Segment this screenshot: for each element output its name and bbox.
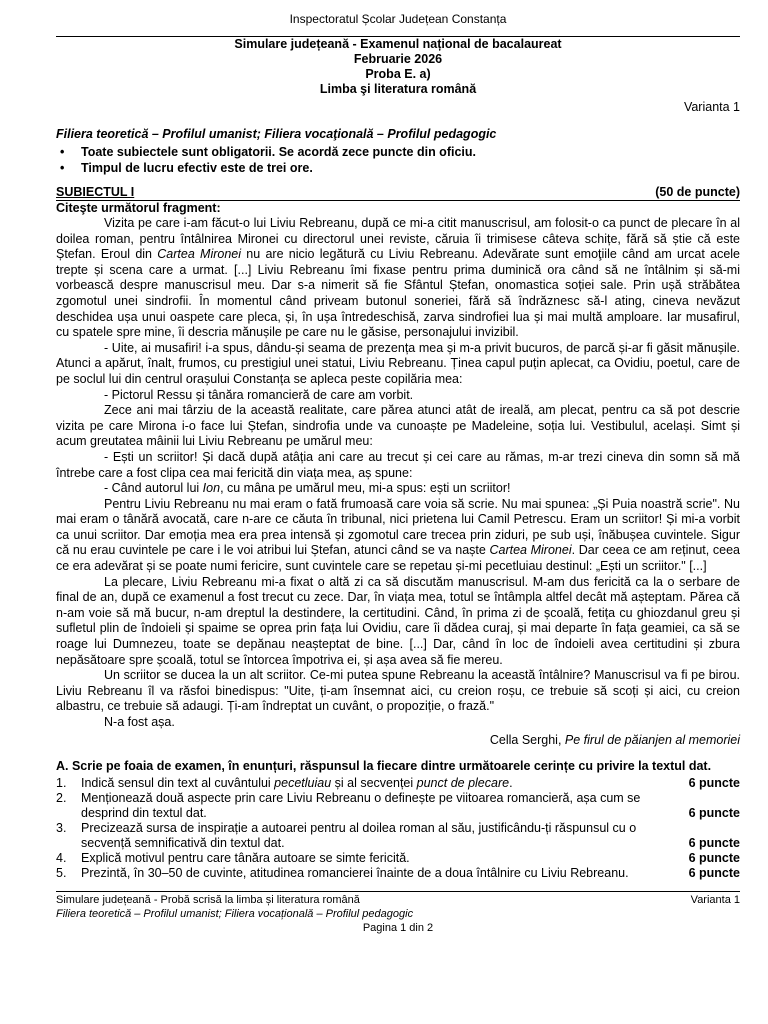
rule-item: • Toate subiectele sunt obligatorii. Se acordă zece puncte din oficiu.	[56, 144, 740, 160]
source-attribution: Cella Serghi, Pe firul de păianjen al memoriei	[489, 732, 740, 747]
subject-title: SUBIECTUL I	[56, 185, 135, 199]
exam-proba: Proba E. a)	[365, 67, 431, 81]
source-work: Pe firul de păianjen al memoriei	[564, 732, 740, 747]
exam-subject: Limba şi literatura română	[319, 82, 477, 96]
paragraph: Un scriitor se ducea la un alt scriitor. Ce-mi putea spune Rebreanu la această întâlnire? Manuscrisul va fi pe birou. Liviu Rebreanu îl va răsfoi binedispus: "Uite, ți-am însemnat aici, cu creion roșu, ce trebuie să scoți și aici, cu creion albastru, ce trebuie să adaugi. Ți-am îndreptat un cuvânt, o propoziție, o frază."	[56, 668, 740, 714]
profile-line: Filiera teoretică – Profilul umanist; Filiera vocaţională – Profilul pedagogic	[56, 127, 497, 141]
page-footer	[56, 893, 740, 935]
paragraph: Zece ani mai târziu de la această realitate, care părea atunci atât de ireală, am plecat, pentru ca să pot descrie vizita pe care Mirona i-o face lui Ștefan, sindrofia unde va cunoaște pe Madeleine, soția lui. Vestibulul, același. Simt și acum greutatea mâinii lui Liviu Rebreanu pe umărul meu:	[56, 403, 740, 449]
question-item: 5. Prezintă, în 30–50 de cuvinte, atitudinea romancierei înainte de a doua întâlnire cu Liviu Rebreanu. 6 puncte	[56, 865, 740, 880]
question-points: 6 puncte	[688, 775, 740, 790]
questions-list	[56, 776, 740, 881]
rules-list	[56, 144, 740, 176]
task-a-instructions: A. Scrie pe foaia de examen, în enunțuri, răspunsul la fiecare dintre următoarele cerințe cu privire la textul dat.	[56, 758, 712, 773]
question-item: 2. Menționează două aspecte prin care Liviu Rebreanu o definește pe viitoarea romancieră, așa cum se desprind din textul dat. 6 puncte	[56, 790, 740, 820]
question-item: 3. Precizează sursa de inspirație a autoarei pentru al doilea roman al său, justificându-ți răspunsul cu o secvență semnificativă din textul dat. 6 puncte	[56, 820, 740, 850]
footer-divider	[56, 891, 740, 892]
exam-date: Februarie 2026	[353, 52, 443, 66]
question-points: 6 puncte	[688, 850, 740, 865]
paragraph: Vizita pe care i-am făcut-o lui Liviu Rebreanu, după ce mi-a citit manuscrisul, am folosit-o ca punct de plecare în al doilea roman, pentru întâlnirea Mironei cu directorul unei reviste, căruia îi trimisese câteva schițe, fără să știe că este Ștefan. Eroul din Cartea Mironei nu are nicio legătură cu Liviu Rebreanu. Adevărate sunt emoţiile când am urcat acele trepte și scena care a urmat. [...] Liviu Rebreanu îmi fixase pentru prima duminică ora când să ne întâlnim și să-mi vorbească despre manuscrisul meu. Dar s-a nimerit să fie Sfântul Ștefan, onomastica soției sale. Prin ușă străbătea zgomotul unei sindrofii. În momentul când priveam butonul soneriei, fără să îndrăznesc să-l ating, cineva nevăzut deschidea ușa unui oaspete care pleca, și, în ușa întredeschisă, zarva sindrofiei lua și mai multă amploare. Iar musafirul, cu spatele spre mine, îi descria mănușile pe care nu le găsise, personajului invizibil.	[56, 216, 740, 340]
inspectorate-header: Inspectoratul Școlar Județean Constanța	[289, 12, 507, 26]
question-points: 6 puncte	[688, 865, 740, 880]
paragraph: Pentru Liviu Rebreanu nu mai eram o fată frumoasă care voia să scrie. Nu mai spunea: „Și Puia noastră scrie". Nu mai eram o tânără avocată, care n-are ce căuta în tribunal, nici prietena lui Camil Petrescu. Eram un scriitor! Și mi-a vorbit ca unui scriitor. Dar emoția mea era prea intensă și zgomotul care trecea prin ziduri, pe sub uși, înăbușea cuvintele. Sigur că nu erau cuvintele pe care i le voi atribui lui Ștefan, atunci când se va naște Cartea Mironei. Dar ceea ce am reținut, ceea ce era adevărat și se poate numi fericire, sunt cuvintele care se repetau și-mi pecetluiau destinul: „Ești un scriitor." [...]	[56, 496, 740, 574]
paragraph: La plecare, Liviu Rebreanu mi-a fixat o altă zi ca să discutăm manuscrisul. M-am dus fericită ca la o serbare de final de an, după ce examenul a fost trecut cu zece. Dar, în viața mea, totul se întâmpla altfel decât mă așteptam. Părea că n-am voie să mă bucur, n-am dreptul la destindere, la certitudini. Când, în prima zi de școală, fetița cu ghiozdanul greu și sufletul plin de îndoieli și spaime se oprea prin fața lui Ovidiu, care îi dădea curaj, și mai departe în fața geamiei, ca să se roage lui Dumnezeu, toate se depănau neașteptat de bine. [...] Dar, când în loc de îndoieli avea certitudini și zbura nepăsătoare spre școală, totul se întorcea împotriva ei, și așa avea să fie mereu.	[56, 574, 740, 667]
italic-title: Cartea Mironei	[157, 247, 242, 262]
exam-title: Simulare județeană - Examenul național de bacalaureat	[234, 37, 562, 51]
footer-exam-name: Simulare județeană - Probă scrisă la limba și literatura română	[56, 893, 360, 906]
variant-label: Varianta 1	[683, 100, 740, 114]
paragraph: - Ești un scriitor! Și dacă după atâția ani care au trecut și cei care au rămas, m-ar trezi cineva din somn să mă întrebe care a fost clipa cea mai fericită din viața mea, aș spune:	[56, 449, 740, 480]
italic-title: Ion	[202, 481, 221, 496]
question-points: 6 puncte	[688, 805, 740, 820]
question-item: 4. Explică motivul pentru care tânăra autoare se simte fericită. 6 puncte	[56, 850, 740, 865]
italic-title: Cartea Mironei	[489, 543, 572, 558]
rule-item: • Timpul de lucru efectiv este de trei ore.	[56, 160, 740, 176]
footer-variant: Varianta 1	[690, 893, 740, 906]
exam-page	[56, 0, 740, 935]
paragraph: - Pictorul Ressu și tânăra romancieră de care am vorbit.	[104, 387, 414, 402]
subject-points: (50 de puncte)	[655, 185, 740, 199]
paragraph: - Când autorul lui Ion, cu mâna pe umărul meu, mi-a spus: ești un scriitor!	[104, 481, 511, 496]
exam-title-block	[56, 37, 740, 97]
fragment-label: Citeşte următorul fragment:	[56, 201, 221, 215]
paragraph: N-a fost așa.	[104, 715, 175, 729]
paragraph: - Uite, ai musafiri! i-a spus, dându-și seama de prezența mea și m-a privit bucuros, de parcă și-ar fi găsit mănușile. Atunci a apărut, înalt, frumos, cu prestigiul unei statui, Liviu Rebreanu. Ținea capul puțin aplecat, ca Ovidiu, poetul, care de pe soclul lui din centrul orașului Constanța se apleca peste copilăria mea:	[56, 340, 740, 386]
fragment-text	[56, 216, 740, 731]
subject-heading	[56, 185, 740, 201]
question-item: 1. Indică sensul din text al cuvântului pecetluiau și al secvenței punct de plecare. 6 puncte	[56, 775, 740, 790]
question-points: 6 puncte	[688, 835, 740, 850]
footer-profile: Filiera teoretică – Profilul umanist; Filiera vocațională – Profilul pedagogic	[56, 907, 414, 920]
page-number: Pagina 1 din 2	[362, 921, 434, 934]
